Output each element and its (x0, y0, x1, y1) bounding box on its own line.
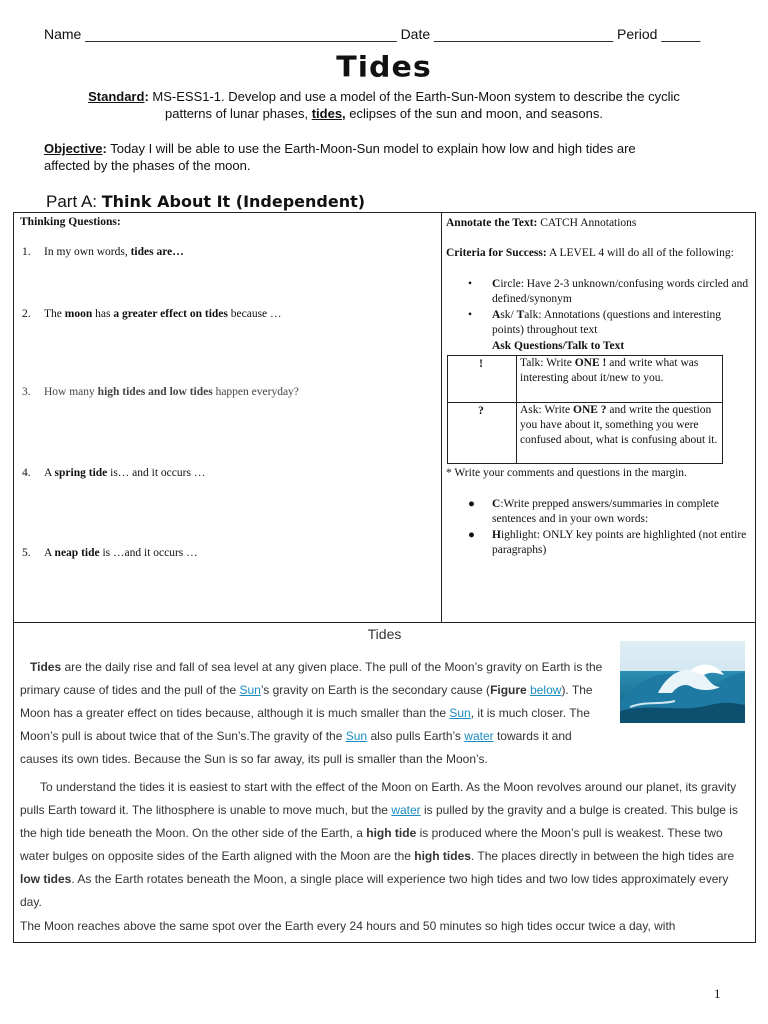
standard-text: Standard: MS-ESS1-1. Develop and use a model of the Earth-Sun-Moon system to describe the cyclic patterns of lunar phases, tides, eclipses of the sun and moon, and seasons. (88, 89, 680, 121)
criteria-label: Criteria for Success: (446, 247, 547, 259)
question-bold: tides are… (130, 246, 184, 258)
question-text: How many (44, 386, 98, 398)
glossary-link[interactable]: water (464, 729, 494, 743)
row-text: and write what was interesting about it/new to you. (520, 357, 699, 384)
question-number: 1. (22, 246, 31, 258)
question-bold: a greater effect on tides (113, 308, 228, 320)
criterion-text: sk/ (500, 309, 517, 321)
reading-title: Tides (367, 626, 402, 642)
paragraph-text: To understand the tides it is easiest to start with the effect of the Moon on Earth. As the Moon revolves around our planet, its gravity pulls Earth toward it. The lithosphere is unable to move much, but the (20, 780, 740, 817)
reading-paragraph-1 (20, 656, 610, 771)
part-a-title: Think About It (Independent) (101, 192, 366, 211)
paragraph-text: ’s gravity on Earth is the secondary cause ( (260, 683, 491, 697)
table-col-divider (516, 356, 517, 463)
criteria-text (446, 246, 751, 261)
row-text: Ask: Write (520, 404, 573, 416)
question-number: 4. (22, 467, 31, 479)
criterion-letter: T (516, 309, 525, 321)
ocean-wave-image (620, 641, 745, 723)
annotate-text: CATCH Annotations (537, 217, 637, 229)
criterion-letter: H (492, 529, 501, 541)
paragraph-text: also pulls Earth’s (367, 729, 465, 743)
standard-label: Standard (88, 89, 145, 104)
paragraph-text: are the daily rise and fall of sea level at any given place. The pull of the Moon’s gravity on Earth is the primary cause of tides and the pull of the (20, 660, 606, 697)
bold-term: Figure (490, 683, 527, 697)
row-text: and write the question you have about it, something you were confused about, what is confusing about it. (520, 404, 718, 446)
criterion-text: ighlight: ONLY key points are highlighted (not entire paragraphs) (492, 529, 747, 556)
question-number: 2. (22, 308, 31, 320)
question-text: is …and it occurs … (99, 547, 198, 559)
paragraph-text: ). The Moon has a greater effect on tides because, although it is much smaller than the (20, 683, 596, 720)
bullet-dot: • (468, 278, 473, 290)
glossary-link[interactable]: Sun (345, 729, 368, 743)
criterion-letter: C (492, 278, 501, 290)
paragraph-text: . The places directly in between the high tides are (470, 849, 738, 863)
row-text: Talk: Write (520, 357, 575, 369)
ask-questions-label (492, 339, 624, 354)
c-criterion (492, 497, 752, 527)
row-bold: ONE ! (574, 357, 607, 369)
question-text: A (44, 467, 55, 479)
standard-tides: tides, (311, 106, 346, 121)
name-date-period-line: Name ________________________________________ Date _______________________ Period _____ (44, 26, 701, 42)
paragraph-text: towards it and causes its own tides. Because the Sun is so far away, its pull is smaller than the Moon’s. (20, 729, 576, 766)
part-a-divider (441, 212, 442, 623)
question-text: is… and it occurs … (107, 467, 206, 479)
glossary-link[interactable]: Sun (239, 683, 261, 697)
objective-text: Objective: Today I will be able to use the Earth-Moon-Sun model to explain how low and high tides are affected by the phases of the moon. (44, 141, 636, 173)
exclaim-symbol: ! (479, 358, 483, 370)
ask-criterion (492, 308, 752, 338)
standard-line1: MS-ESS1-1. Develop and use a model of the Earth-Sun-Moon system to describe the cyclic (152, 89, 680, 104)
criterion-text: alk: Annotations (questions and interesting points) throughout text (492, 309, 722, 336)
question-text: In my own words, (44, 246, 131, 258)
objective-label: Objective (44, 141, 103, 156)
annotate-label: Annotate the Text: (446, 217, 538, 229)
criterion-text: ircle: Have 2-3 unknown/confusing words circled and defined/synonym (492, 278, 749, 305)
glossary-link[interactable]: Sun (449, 706, 471, 720)
question-text: A (44, 547, 55, 559)
paragraph-text: . As the Earth rotates beneath the Moon, a single place will experience two high tides and two low tides approximately every day. (20, 872, 732, 909)
criterion-letter: A (492, 309, 501, 321)
bold-term: high tides (414, 849, 471, 863)
page-title: Tides (336, 50, 432, 85)
thinking-questions-heading (20, 216, 435, 228)
question-bold: high tides and low tides (97, 386, 213, 398)
criteria-rest: A LEVEL 4 will do all of the following: (546, 247, 734, 259)
criterion-text: :Write prepped answers/summaries in complete sentences and in your own words: (492, 498, 719, 525)
row-bold: ONE ? (573, 404, 607, 416)
margin-note: * Write your comments and questions in the margin. (446, 467, 687, 479)
question-bold: neap tide (54, 547, 100, 559)
question-text: has (92, 308, 114, 320)
standard-line2-a: patterns of lunar phases, (165, 106, 312, 121)
bullet-dot: • (468, 309, 473, 321)
question-number: 5. (22, 547, 31, 559)
question-symbol: ? (478, 405, 484, 417)
reading-paragraph-3: The Moon reaches above the same spot over the Earth every 24 hours and 50 minutes so high tides occur twice a day, with (20, 919, 676, 933)
annotate-heading (446, 216, 751, 231)
question-bold: spring tide (54, 467, 108, 479)
question-number: 3. (22, 386, 31, 398)
part-a-heading (46, 192, 365, 212)
glossary-link[interactable]: below (530, 683, 562, 697)
bullet-dot: ● (468, 498, 475, 510)
h-criterion (492, 528, 752, 558)
bold-term: high tide (366, 826, 417, 840)
glossary-link[interactable]: water (391, 803, 421, 817)
question-bold: moon (64, 308, 93, 320)
page-number: 1 (714, 986, 721, 1001)
standard-line2-b: eclipses of the sun and moon, and seasons. (345, 106, 603, 121)
objective-line1: Today I will be able to use the Earth-Moon-Sun model to explain how low and high tides are (110, 141, 636, 156)
part-a-prefix: Part A: (46, 192, 102, 211)
bold-term: low tides (20, 872, 72, 886)
circle-criterion (492, 277, 752, 307)
talk-row (520, 356, 720, 386)
question-text: happen everyday? (212, 386, 299, 398)
thinking-heading-text: Thinking Questions: (20, 216, 121, 228)
reading-paragraph-2 (20, 776, 740, 914)
objective-line2: affected by the phases of the moon. (44, 158, 251, 173)
ask-questions-text: Ask Questions/Talk to Text (492, 340, 625, 352)
ask-row (520, 403, 720, 448)
bullet-dot: ● (468, 529, 475, 541)
question-text: because … (227, 308, 282, 320)
paragraph-text (20, 660, 30, 674)
criterion-letter: C (492, 498, 501, 510)
question-text: The (44, 308, 65, 320)
paragraph-text: is produced where the Moon’s pull is weakest. These two water bulges on opposite sides of the Earth aligned with the Moon are the (20, 826, 726, 863)
paragraph-text: , it is much closer. The Moon’s pull is about twice that of the Sun’s.The gravity of the (20, 706, 594, 743)
paragraph-text: is pulled by the gravity and a bulge is created. This bulge is the high tide beneath the Moon. On the other side of the Earth, a (20, 803, 742, 840)
bold-term: Tides (30, 660, 62, 674)
